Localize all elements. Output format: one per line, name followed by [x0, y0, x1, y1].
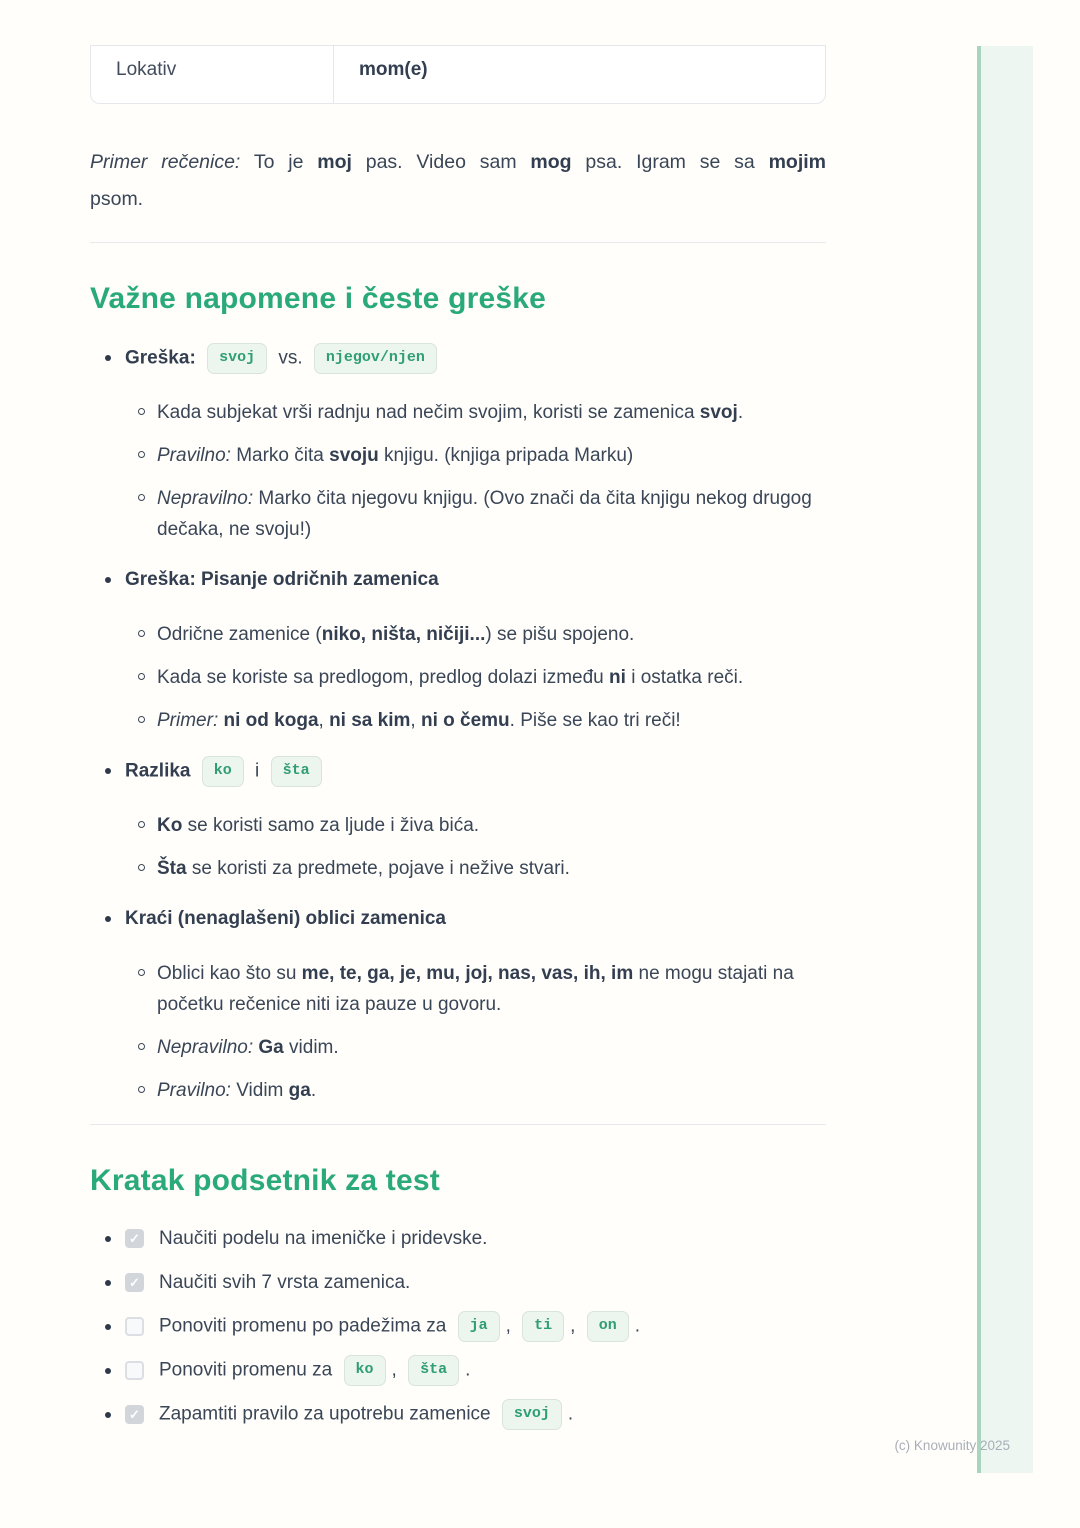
text-run: knjigu. (knjiga pripada Marku) — [378, 445, 634, 466]
circle-bullet-icon — [138, 864, 145, 871]
sub-text — [157, 397, 826, 428]
document-content — [90, 45, 826, 1443]
text-run: svoj — [699, 402, 738, 423]
checklist-item — [90, 1223, 826, 1254]
text-run: Greška: — [125, 347, 196, 369]
text-run: svoju — [329, 445, 379, 466]
checkbox-unchecked[interactable] — [125, 1317, 144, 1336]
text-run: Primer rečenice: — [90, 151, 241, 173]
lead-text — [125, 343, 826, 374]
paragraph-line — [90, 144, 826, 181]
text-run: Kada subjekat vrši radnju nad nečim svojim, koristi se zamenica — [157, 402, 700, 423]
bullet-dot-icon — [105, 1368, 111, 1374]
example-paragraph — [90, 144, 826, 218]
sub-list-item — [125, 662, 826, 693]
text-run: Marko čita — [230, 445, 330, 466]
text-run: Razlika — [125, 760, 191, 782]
sub-bullet-marker — [125, 853, 157, 884]
case-name-cell: Lokativ — [91, 46, 334, 103]
sub-list-item — [125, 853, 826, 884]
bullet-marker — [90, 563, 125, 597]
bullet-marker — [90, 1399, 125, 1430]
text-run: psom. — [90, 188, 144, 210]
text-run: vs. — [273, 347, 308, 369]
text-run: Kada se koriste sa predlogom, predlog dolazi između — [157, 667, 610, 688]
text-run: Ga — [258, 1037, 284, 1058]
text-run: ni o čemu — [420, 710, 510, 731]
circle-bullet-icon — [138, 451, 145, 458]
list-item-lead — [90, 902, 826, 936]
sub-text — [157, 1032, 826, 1063]
circle-bullet-icon — [138, 716, 145, 723]
sub-bullet-marker — [125, 1032, 157, 1063]
checklist-text — [159, 1311, 826, 1342]
checklist — [90, 1223, 826, 1430]
text-run: Pravilno: — [157, 445, 231, 466]
text-run: Pravilno: — [157, 1080, 231, 1101]
sub-bullet-marker — [125, 483, 157, 545]
text-run: . — [634, 1315, 641, 1337]
text-run: i ostatka reči. — [625, 667, 744, 688]
bullet-dot-icon — [105, 1324, 111, 1330]
case-table — [90, 45, 826, 104]
code-chip: ko — [344, 1355, 386, 1386]
sub-bullet-marker — [125, 1075, 157, 1106]
sub-text — [157, 853, 826, 884]
text-run: Naučiti svih 7 vrsta zamenica. — [159, 1271, 411, 1293]
sub-list-item — [125, 810, 826, 841]
section-title-checklist: Kratak podsetnik za test — [90, 1164, 440, 1197]
list-item — [90, 754, 826, 884]
text-run: . — [465, 1359, 471, 1381]
bullet-dot-icon — [105, 355, 111, 361]
copyright: (c) Knowunity 2025 — [894, 1438, 1010, 1453]
text-run: vidim. — [283, 1037, 339, 1058]
sub-text — [157, 705, 826, 736]
code-chip: on — [587, 1311, 629, 1342]
sub-bullet-marker — [125, 662, 157, 693]
circle-bullet-icon — [138, 969, 145, 976]
checkbox-checked[interactable]: ✓ — [125, 1229, 144, 1248]
circle-bullet-icon — [138, 673, 145, 680]
bullet-dot-icon — [105, 1412, 111, 1418]
text-run: moj — [317, 151, 352, 173]
list-item — [90, 341, 826, 545]
text-run: ga — [288, 1080, 311, 1101]
lead-text — [125, 569, 826, 591]
circle-bullet-icon — [138, 494, 145, 501]
bullet-marker — [90, 1267, 125, 1298]
sub-text — [157, 1075, 826, 1106]
text-run: Oblici kao što su — [157, 963, 302, 984]
text-run: niko, ništa, ničiji... — [321, 624, 486, 645]
notes-list — [90, 341, 826, 1106]
text-run — [190, 760, 195, 781]
text-run: Ko — [157, 815, 183, 836]
text-run: , — [505, 1315, 517, 1337]
sub-list-item — [125, 483, 826, 545]
checklist-item — [90, 1399, 826, 1430]
text-run: psa. Igram se sa — [571, 151, 769, 173]
divider — [90, 1124, 826, 1125]
text-run: Ponoviti promenu za — [159, 1359, 338, 1381]
text-run: , — [570, 1315, 581, 1337]
text-run: mojim — [768, 151, 826, 173]
sub-bullet-marker — [125, 440, 157, 471]
text-run: mog — [530, 151, 572, 173]
checkbox-checked[interactable]: ✓ — [125, 1273, 144, 1292]
code-chip: ti — [522, 1311, 564, 1342]
circle-bullet-icon — [138, 1043, 145, 1050]
checkbox-checked[interactable]: ✓ — [125, 1405, 144, 1424]
table-row — [91, 46, 825, 103]
text-run: se koristi za predmete, pojave i nežive stvari. — [186, 858, 570, 879]
text-run: i — [249, 760, 265, 782]
sub-list-item — [125, 958, 826, 1020]
sub-text — [157, 483, 826, 545]
text-run: , — [318, 710, 330, 731]
text-run: . — [567, 1403, 574, 1425]
sub-bullet-marker — [125, 397, 157, 428]
sub-list-item — [125, 1075, 826, 1106]
code-chip: ja — [458, 1311, 500, 1342]
code-chip: svoj — [207, 343, 267, 374]
text-run — [196, 347, 201, 368]
text-run: . — [737, 402, 744, 423]
list-item-lead — [90, 341, 826, 375]
text-run: Zapamtiti pravilo za upotrebu zamenice — [159, 1403, 496, 1425]
bullet-dot-icon — [105, 916, 111, 922]
text-run: . Piše se kao tri reči! — [509, 710, 681, 731]
bullet-marker — [90, 1355, 125, 1386]
text-run: Šta — [157, 858, 187, 879]
sub-bullet-marker — [125, 705, 157, 736]
sub-list-item — [125, 440, 826, 471]
page-accent-strip — [977, 46, 1033, 1473]
sub-bullet-marker — [125, 619, 157, 650]
checklist-text — [159, 1272, 826, 1294]
bullet-marker — [90, 1223, 125, 1254]
sub-list-item — [125, 397, 826, 428]
list-item — [90, 902, 826, 1106]
checkbox-unchecked[interactable] — [125, 1361, 144, 1380]
lead-text — [125, 756, 826, 787]
text-run: Marko čita njegovu knjigu. (Ovo znači da čita knjigu nekog drugog dečaka, ne svoju!) — [157, 488, 812, 540]
case-value-cell: mom(e) — [359, 59, 428, 80]
text-run: pas. Video sam — [351, 151, 531, 173]
checklist-item — [90, 1311, 826, 1342]
divider — [90, 242, 826, 243]
checklist-item — [90, 1267, 826, 1298]
bullet-marker — [90, 341, 125, 375]
text-run: ni — [609, 667, 626, 688]
text-run: ne mogu stajati na početku rečenice niti iza pauze u govoru. — [157, 963, 794, 1015]
text-run: Odrične zamenice ( — [157, 624, 322, 645]
text-run: Naučiti podelu na imeničke i pridevske. — [159, 1227, 488, 1249]
bullet-marker — [90, 1311, 125, 1342]
sub-list-item — [125, 705, 826, 736]
bullet-dot-icon — [105, 768, 111, 774]
text-run: ni sa kim — [329, 710, 411, 731]
text-run: , — [391, 1359, 403, 1381]
code-chip: šta — [271, 756, 322, 787]
sub-text — [157, 440, 826, 471]
text-run: Nepravilno: — [157, 1037, 254, 1058]
sub-text — [157, 619, 826, 650]
text-run: Vidim — [230, 1080, 289, 1101]
text-run: Nepravilno: — [157, 488, 254, 509]
checklist-text — [159, 1228, 826, 1250]
circle-bullet-icon — [138, 630, 145, 637]
text-run: ) se pišu spojeno. — [485, 624, 635, 645]
sub-text — [157, 662, 826, 693]
text-run: Primer: — [157, 710, 219, 731]
text-run: Kraći (nenaglašeni) oblici zamenica — [125, 908, 446, 929]
list-item — [90, 563, 826, 736]
lead-text — [125, 908, 826, 930]
bullet-dot-icon — [105, 577, 111, 583]
text-run: , — [410, 710, 421, 731]
checklist-text — [159, 1355, 826, 1386]
bullet-dot-icon — [105, 1280, 111, 1286]
code-chip: njegov/njen — [314, 343, 437, 374]
bullet-marker — [90, 902, 125, 936]
checklist-item — [90, 1355, 826, 1386]
paragraph-line — [90, 181, 826, 218]
list-item-lead — [90, 563, 826, 597]
circle-bullet-icon — [138, 408, 145, 415]
text-run: . — [310, 1080, 317, 1101]
text-run: Greška: Pisanje odričnih zamenica — [125, 569, 439, 590]
code-chip: svoj — [502, 1399, 562, 1430]
text-run: me, te, ga, je, mu, joj, nas, vas, ih, im — [301, 963, 634, 984]
code-chip: ko — [202, 756, 244, 787]
circle-bullet-icon — [138, 1086, 145, 1093]
text-run: se koristi samo za ljude i živa bića. — [182, 815, 480, 836]
sub-list-item — [125, 619, 826, 650]
text-run: Ponoviti promenu po padežima za — [159, 1315, 452, 1337]
sub-text — [157, 958, 826, 1020]
list-item-lead — [90, 754, 826, 788]
section-title-notes: Važne napomene i česte greške — [90, 282, 547, 315]
sub-bullet-marker — [125, 810, 157, 841]
sub-list-item — [125, 1032, 826, 1063]
sub-text — [157, 810, 826, 841]
code-chip: šta — [408, 1355, 459, 1386]
text-run: To je — [240, 151, 318, 173]
text-run: ni od koga — [223, 710, 319, 731]
bullet-marker — [90, 754, 125, 788]
bullet-dot-icon — [105, 1236, 111, 1242]
circle-bullet-icon — [138, 821, 145, 828]
checklist-text — [159, 1399, 826, 1430]
sub-bullet-marker — [125, 958, 157, 1020]
